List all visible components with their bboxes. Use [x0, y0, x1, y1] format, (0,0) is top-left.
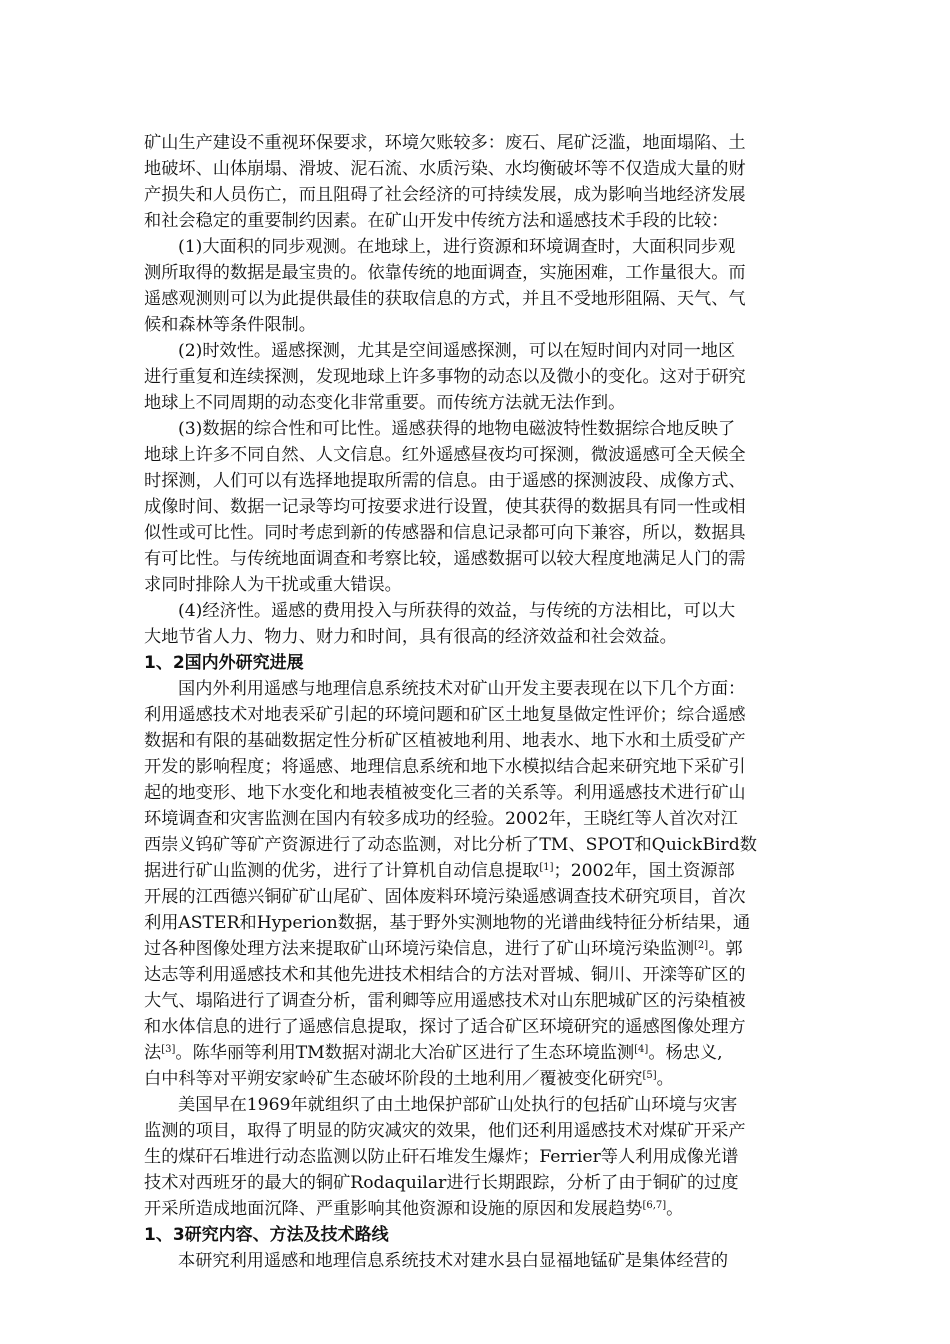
- text-line: [144, 936, 804, 962]
- text-line: [144, 702, 804, 728]
- text-line: [144, 208, 804, 234]
- line-text: 和水体信息的进行了遥感信息提取，探讨了适合矿区环境研究的遥感图像处理方: [144, 1017, 746, 1037]
- text-line: [144, 572, 804, 598]
- text-line: [144, 910, 804, 936]
- text-line: [144, 494, 804, 520]
- line-text: (4)经济性。遥感的费用投入与所获得的效益，与传统的方法相比，可以大: [178, 601, 736, 621]
- text-line: [144, 546, 804, 572]
- line-text: 数据和有限的基础数据定性分析矿区植被地利用、地表水、地下水和土质受矿产: [144, 731, 746, 751]
- text-line: [144, 130, 804, 156]
- citation-ref: [5]: [642, 1070, 657, 1081]
- citation-ref: [4]: [634, 1044, 649, 1055]
- line-text: 美国早在1969年就组织了由土地保护部矿山处执行的包括矿山环境与灾害: [178, 1095, 738, 1115]
- line-text: 开采所造成地面沉降、严重影响其他资源和设施的原因和发展趋势: [144, 1199, 643, 1219]
- text-line: [144, 364, 804, 390]
- text-line: [144, 1040, 804, 1066]
- text-line: [144, 858, 804, 884]
- text-line: [144, 988, 804, 1014]
- text-line: [144, 1014, 804, 1040]
- line-text: 时探测，人们可以有选择地提取所需的信息。由于遥感的探测波段、成像方式、: [144, 471, 746, 491]
- line-text: 遥感观测则可以为此提供最佳的获取信息的方式，并且不受地形阻隔、天气、气: [144, 289, 746, 309]
- section-heading: [144, 650, 804, 676]
- line-text: 求同时排除人为干扰或重大错误。: [144, 575, 402, 595]
- line-text: 地球上不同周期的动态变化非常重要。而传统方法就无法作到。: [144, 393, 626, 413]
- text-line: [144, 182, 804, 208]
- line-text: 监测的项目，取得了明显的防灾减灾的效果，他们还利用遥感技术对煤矿开采产: [144, 1121, 746, 1141]
- text-line: [144, 1118, 804, 1144]
- text-line: [178, 1248, 804, 1274]
- text-line: [178, 338, 804, 364]
- line-text: 矿山生产建设不重视环保要求，环境欠账较多：废石、尾矿泛滥，地面塌陷、土: [144, 133, 746, 153]
- line-text: 环境调查和灾害监测在国内有较多成功的经验。2002年，王晓红等人首次对江: [144, 809, 738, 829]
- line-text: 开展的江西德兴铜矿矿山尾矿、固体废料环境污染遥感调查技术研究项目，首次: [144, 887, 746, 907]
- text-line: [144, 884, 804, 910]
- text-line: [178, 416, 804, 442]
- citation-ref: [3]: [161, 1044, 176, 1055]
- line-text: 据进行矿山监测的优劣，进行了计算机自动信息提取: [144, 861, 540, 881]
- line-text: 大气、塌陷进行了调查分析，雷利卿等应用遥感技术对山东肥城矿区的污染植被: [144, 991, 746, 1011]
- citation-ref: [6,7]: [642, 1200, 667, 1211]
- line-text: 达志等利用遥感技术和其他先进技术相结合的方法对晋城、铜川、开滦等矿区的: [144, 965, 746, 985]
- text-line: [144, 1196, 804, 1222]
- section-heading: [144, 1222, 804, 1248]
- line-text: 进行重复和连续探测，发现地球上许多事物的动态以及微小的变化。这对于研究: [144, 367, 746, 387]
- line-text: (2)时效性。遥感探测，尤其是空间遥感探测，可以在短时间内对同一地区: [178, 341, 736, 361]
- line-text-cont: 。: [666, 1199, 684, 1219]
- line-text: 有可比性。与传统地面调查和考察比较，遥感数据可以较大程度地满足人门的需: [144, 549, 746, 569]
- line-text: 开发的影响程度；将遥感、地理信息系统和地下水模拟结合起来研究地下采矿引: [144, 757, 746, 777]
- citation-ref: [1]: [539, 862, 554, 873]
- line-text-cont: 。杨忠义,: [648, 1043, 723, 1063]
- text-line: [144, 780, 804, 806]
- text-line: [144, 624, 804, 650]
- line-text-cont: ；2002年，国土资源部: [553, 861, 735, 881]
- text-line: [144, 1170, 804, 1196]
- text-line: [144, 156, 804, 182]
- line-text: 成像时间、数据一记录等均可按要求进行设置，使其获得的数据具有同一性或相: [144, 497, 746, 517]
- text-line: [144, 390, 804, 416]
- line-text: 利用ASTER和Hyperion数据，基于野外实测地物的光谱曲线特征分析结果，通: [144, 913, 751, 933]
- line-text: 产损失和人员伤亡，而且阻碍了社会经济的可持续发展，成为影响当地经济发展: [144, 185, 746, 205]
- line-text-cont: 。郭: [708, 939, 743, 959]
- text-line: [144, 754, 804, 780]
- line-text: 生的煤矸石堆进行动态监测以防止矸石堆发生爆炸；Ferrier等人利用成像光谱: [144, 1147, 739, 1167]
- line-text: 似性或可比性。同时考虑到新的传感器和信息记录都可向下兼容，所以，数据具: [144, 523, 746, 543]
- text-line: [178, 676, 804, 702]
- text-line: [144, 806, 804, 832]
- text-line: [178, 234, 804, 260]
- line-text: 和社会稳定的重要制约因素。在矿山开发中传统方法和遥感技术手段的比较：: [144, 211, 729, 231]
- text-line: [144, 468, 804, 494]
- line-text: 大地节省人力、物力、财力和时间，具有很高的经济效益和社会效益。: [144, 627, 677, 647]
- line-text: 利用遥感技术对地表采矿引起的环境问题和矿区土地复垦做定性评价；综合遥感: [144, 705, 746, 725]
- line-text: (1)大面积的同步观测。在地球上，进行资源和环境调查时，大面积同步观: [178, 237, 736, 257]
- line-text: 1、3研究内容、方法及技术路线: [144, 1225, 389, 1245]
- citation-ref: [2]: [694, 940, 709, 951]
- text-line: [144, 312, 804, 338]
- line-text: (3)数据的综合性和可比性。遥感获得的地物电磁波特性数据综合地反映了: [178, 419, 736, 439]
- line-text: 测所取得的数据是最宝贵的。依靠传统的地面调查，实施困难，工作量很大。而: [144, 263, 746, 283]
- text-line: [144, 1066, 804, 1092]
- line-text: 国内外利用遥感与地理信息系统技术对矿山开发主要表现在以下几个方面：: [178, 679, 746, 699]
- line-text-cont: 。: [656, 1069, 674, 1089]
- text-line: [144, 728, 804, 754]
- line-text: 法: [144, 1043, 162, 1063]
- text-line: [144, 442, 804, 468]
- line-text: 西崇义钨矿等矿产资源进行了动态监测，对比分析了TM、SPOT和QuickBird数: [144, 835, 757, 855]
- line-text: 1、2国内外研究进展: [144, 653, 304, 673]
- line-text: 技术对西班牙的最大的铜矿Rodaquilar进行长期跟踪，分析了由于铜矿的过度: [144, 1173, 739, 1193]
- line-text: 地球上许多不同自然、人文信息。红外遥感昼夜均可探测，微波遥感可全天候全: [144, 445, 746, 465]
- line-text: 候和森林等条件限制。: [144, 315, 316, 335]
- text-line: [144, 286, 804, 312]
- line-text: 过各种图像处理方法来提取矿山环境污染信息，进行了矿山环境污染监测: [144, 939, 695, 959]
- line-text: 地破坏、山体崩塌、滑坡、泥石流、水质污染、水均衡破坏等不仅造成大量的财: [144, 159, 746, 179]
- text-line: [144, 1144, 804, 1170]
- line-text-cont: 。陈华丽等利用TM数据对湖北大冶矿区进行了生态环境监测: [175, 1043, 635, 1063]
- text-line: [144, 520, 804, 546]
- text-line: [178, 1092, 804, 1118]
- line-text: 白中科等对平朔安家岭矿生态破坏阶段的土地利用／覆被变化研究: [144, 1069, 643, 1089]
- text-line: [144, 832, 804, 858]
- text-line: [178, 598, 804, 624]
- line-text: 起的地变形、地下水变化和地表植被变化三者的关系等。利用遥感技术进行矿山: [144, 783, 746, 803]
- line-text: 本研究利用遥感和地理信息系统技术对建水县白显福地锰矿是集体经营的: [178, 1251, 729, 1271]
- text-line: [144, 260, 804, 286]
- text-line: [144, 962, 804, 988]
